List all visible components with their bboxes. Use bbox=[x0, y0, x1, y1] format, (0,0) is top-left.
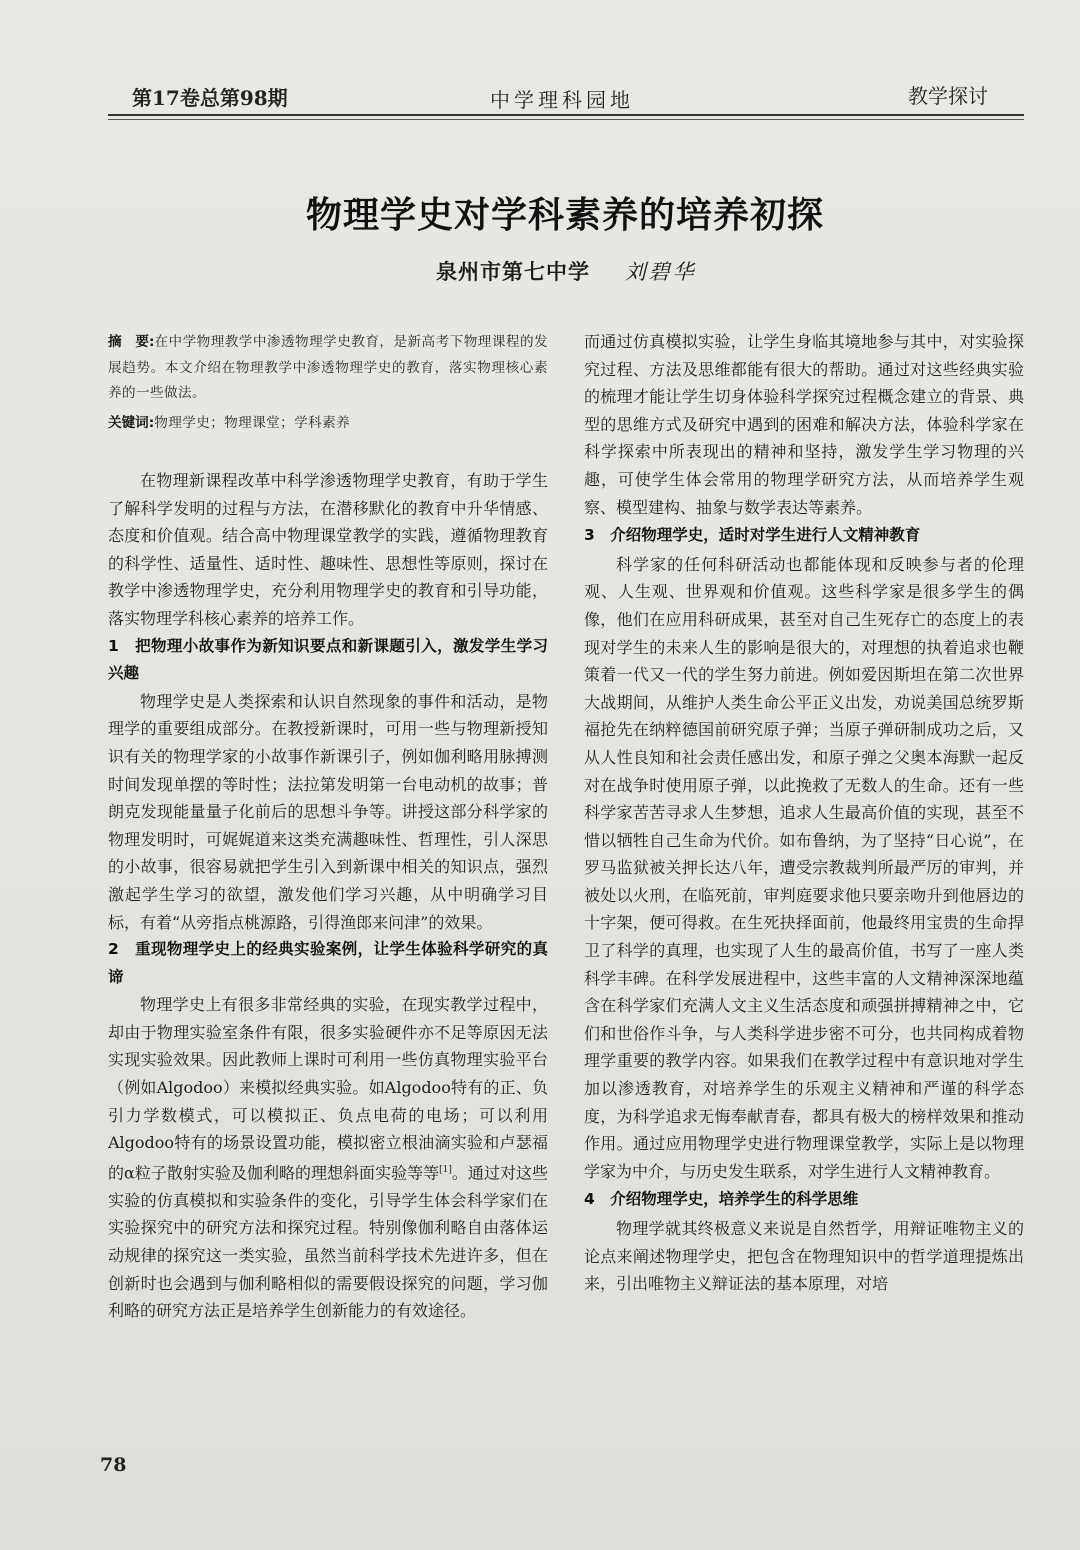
article-title: 物理学史对学科素养的培养初探 bbox=[305, 195, 824, 236]
author-affiliation: 泉州市第七中学 bbox=[436, 260, 590, 284]
section-3-heading: 3 介绍物理学史，适时对学生进行人文精神教育 bbox=[584, 526, 921, 545]
page-number: 78 bbox=[100, 1454, 127, 1476]
abstract bbox=[108, 330, 548, 407]
running-header bbox=[0, 78, 1080, 118]
section-2-continuation: 而通过仿真模拟实验，让学生身临其境地参与其中，对实验探究过程、方法及思维都能有很大的帮助。通过对这些经典实验的梳理才能让学生切身体验科学探究过程概念建立的背景、典型的思维方式及研究中遇到的困难和解决方法，体验科学家在科学探索中所表现出的精神和坚持，激发学生学习物理的兴趣，可使学生体会常用的物理学研究方法，从而培养学生观察、模型建构、抽象与数学表达等素养。 bbox=[584, 332, 1024, 517]
section-2-text-b: 。通过对这些实验的仿真模拟和实验条件的变化，引导学生体会科学家们在实验探究中的研究方法和探究过程。特别像伽利略自由落体运动规律的探究这一类实验，虽然当前科学技术先进许多，但在创新时也会遇到与伽利略相似的需要假设探究的问题，学习伽利略的研究方法正是培养学生创新能力的有效途径。 bbox=[108, 1163, 548, 1321]
author-name: 刘碧华 bbox=[624, 260, 697, 284]
section-4-paragraph: 物理学就其终极意义来说是自然哲学，用辩证唯物主义的论点来阐述物理学史，把包含在物理知识中的哲学道理提炼出来，引出唯物主义辩证法的基本原理，对培 bbox=[584, 1219, 1024, 1294]
section-2-heading: 2 重现物理学史上的经典实验案例，让学生体验科学研究的真谛 bbox=[108, 940, 548, 986]
section-3-paragraph: 科学家的任何科研活动也都能体现和反映参与者的伦理观、人生观、世界观和价值观。这些科学家是很多学生的偶像，他们在应用科研成果，甚至对自己生死存亡的态度上的表现对学生的未来人生的影响是很大的，对理想的执着追求也鞭策着一代又一代的学生努力前进。例如爱因斯坦在第二次世界大战期间，从维护人类生命公平正义出发，劝说美国总统罗斯福抢先在纳粹德国前研究原子弹；当原子弹研制成功之后，又从人性良知和社会责任感出发，和原子弹之父奥本海默一起反对在战争时使用原子弹，以此挽救了无数人的生命。还有一些科学家苦苦寻求人生梦想，追求人生最高价值的实现，甚至不惜以牺牲自己生命为代价。如布鲁纳，为了坚持“日心说”，在罗马监狱被关押长达八年，遭受宗教裁判所最严厉的审判，并被处以火刑，在临死前，审判庭要求他只要亲吻升到他唇边的十字架，便可得救。在生死抉择面前，他最终用宝贵的生命捍卫了科学的真理，也实现了人生的最高价值，书写了一座人类科学丰碑。在科学发展进程中，这些丰富的人文精神深深地蕴含在科学家们充满人文主义生活态度和顽强拼搏精神之中，它们和世俗作斗争，与人类科学进步密不可分，也共同构成着物理学重要的教学内容。如果我们在教学过程中有意识地对学生加以渗透教育，对培养学生的乐观主义精神和严谨的科学态度，为科学追求无悔奉献青春，都具有极大的榜样效果和推动作用。通过应用物理学史进行物理课堂教学，实际上是以物理学家为中介，与历史发生联系，对学生进行人文精神教育。 bbox=[584, 554, 1024, 1181]
header-rule-thin bbox=[108, 119, 1024, 120]
citation-marker: [1] bbox=[439, 1164, 452, 1175]
section-2-paragraph bbox=[108, 991, 548, 1324]
right-column bbox=[584, 328, 1024, 1298]
header-column-name: 教学探讨 bbox=[908, 84, 988, 108]
header-volume-issue: 第17卷总第98期 bbox=[132, 86, 288, 110]
header-journal-name: 中学理科园地 bbox=[490, 88, 634, 112]
section-4-heading: 4 介绍物理学史，培养学生的科学思维 bbox=[584, 1190, 859, 1209]
abstract-label: 摘 要: bbox=[108, 334, 155, 350]
header-rule-thick bbox=[108, 114, 1024, 116]
byline bbox=[436, 256, 697, 286]
section-2-text-a: 物理学史上有很多非常经典的实验，在现实教学过程中，却由于物理实验室条件有限，很多实验硬件亦不足等原因无法实现实验效果。因此教师上课时可利用一些仿真物理实验平台（例如Algodoo）来模拟经典实验。如Algodoo特有的正、负引力学数模式，可以模拟正、负点电荷的电场；可以利用Algodoo特有的场景设置功能，模拟密立根油滴实验和卢瑟福的α粒子散射实验及伽利略的理想斜面实验等等 bbox=[108, 995, 548, 1183]
intro-paragraph: 在物理新课程改革中科学渗透物理学史教育，有助于学生了解科学发明的过程与方法，在潜移默化的教育中升华情感、态度和价值观。结合高中物理课堂教学的实践，遵循物理教育的科学性、适量性、适时性、趣味性、思想性等原则，探讨在教学中渗透物理学史，充分利用物理学史的教育和引导功能，落实物理学科核心素养的培养工作。 bbox=[108, 471, 548, 628]
section-1-paragraph: 物理学史是人类探索和认识自然现象的事件和活动，是物理学的重要组成部分。在教授新课时，可用一些与物理新授知识有关的物理学家的小故事作新课引子，例如伽利略用脉搏测时间发现单摆的等时性；法拉第发明第一台电动机的故事；普朗克发现能量量子化前后的思想斗争等。讲授这部分科学家的物理发明时，可娓娓道来这类充满趣味性、哲理性，引人深思的小故事，很容易就把学生引入到新课中相关的知识点，强烈激起学生学习的欲望，激发他们学习兴趣，从中明确学习目标，有着“从旁指点桃源路，引得渔郎来问津”的效果。 bbox=[108, 691, 548, 932]
left-column bbox=[108, 467, 548, 1325]
keywords-label: 关键词: bbox=[108, 415, 155, 431]
keywords-text: 物理学史；物理课堂；学科素养 bbox=[154, 415, 351, 431]
keywords bbox=[108, 411, 548, 436]
abstract-text: 在中学物理教学中渗透物理学史教育，是新高考下物理课程的发展趋势。本文介绍在物理教学中渗透物理学史的教育，落实物理核心素养的一些做法。 bbox=[108, 334, 548, 401]
section-1-heading: 1 把物理小故事作为新知识要点和新课题引入，激发学生学习兴趣 bbox=[108, 636, 548, 683]
